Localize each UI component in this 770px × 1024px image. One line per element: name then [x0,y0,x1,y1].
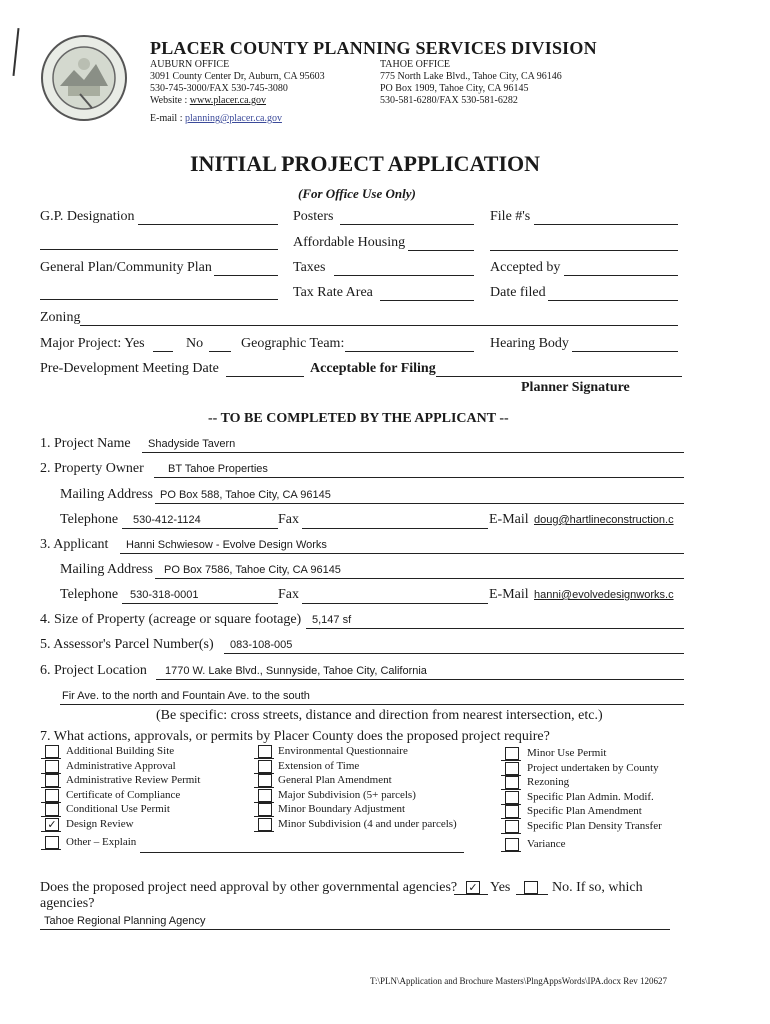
margin-mark [12,28,19,76]
major-project-no-field[interactable] [209,351,231,352]
pre-dev-field[interactable] [226,376,304,377]
location-value-2[interactable]: Fir Ave. to the north and Fountain Ave. to the south [62,690,310,702]
location-field-2[interactable] [60,704,684,705]
checkbox-label: General Plan Amendment [278,774,392,787]
gp-designation-field[interactable] [138,224,278,225]
checkbox-label: Administrative Review Permit [66,774,201,787]
other-explain-field[interactable] [140,852,464,853]
website-link[interactable]: www.placer.ca.gov [189,95,267,106]
applicant-mailing-label: Mailing Address [60,562,153,577]
footer-path: T:\PLN\Application and Brochure Masters\PlngAppsWords\IPA.docx Rev 120627 [370,976,667,986]
applicant-field[interactable] [120,553,684,554]
agencies-no-label: No. If so, which [552,880,643,895]
owner-mailing-label: Mailing Address [60,487,153,502]
checkbox[interactable] [258,760,272,773]
accepted-by-field[interactable] [564,275,678,276]
project-name-label: 1. Project Name [40,436,131,451]
checkbox[interactable] [45,760,59,773]
checkbox-label: Minor Boundary Adjustment [278,803,406,816]
project-name-field[interactable] [142,452,684,453]
applicant-email-value[interactable]: hanni@evolvedesignworks.c [534,589,674,601]
applicant-mailing-value[interactable]: PO Box 7586, Tahoe City, CA 96145 [164,564,341,576]
checkbox-label: Specific Plan Amendment [527,805,642,818]
location-field[interactable] [156,679,684,680]
owner-phone-value[interactable]: 530-412-1124 [133,514,201,526]
checkbox[interactable] [505,805,519,818]
location-label: 6. Project Location [40,663,147,678]
county-seal [40,34,128,122]
general-plan-label: General Plan/Community Plan [40,260,212,275]
agencies-answer-field[interactable] [40,929,670,930]
apn-label: 5. Assessor's Parcel Number(s) [40,637,214,652]
email-label: E-mail : [150,113,185,124]
checkbox[interactable] [258,789,272,802]
checkbox[interactable] [45,774,59,787]
applicant-label: 3. Applicant [40,537,109,552]
posters-label: Posters [293,209,334,224]
owner-phone-field[interactable] [122,528,278,529]
checkbox-label: Specific Plan Admin. Modif. [527,790,654,803]
checkbox[interactable] [45,745,59,758]
owner-mailing-field[interactable] [155,503,684,504]
location-hint: (Be specific: cross streets, distance and direction from nearest intersection, etc.) [156,708,603,723]
owner-mailing-value[interactable]: PO Box 588, Tahoe City, CA 96145 [160,489,331,501]
agencies-yes-label: Yes [490,880,511,895]
checkbox[interactable] [505,838,519,851]
checkbox[interactable]: ✓ [45,818,59,831]
checkbox-underline [41,849,61,850]
owner-email-label: E-Mail [489,512,529,527]
major-project-no-label: No [186,336,204,351]
checkbox-label: Specific Plan Density Transfer [527,820,662,832]
zoning-label: Zoning [40,310,81,325]
taxes-field[interactable] [334,275,474,276]
checkbox[interactable] [505,820,519,833]
applicant-fax-field[interactable] [302,603,488,604]
checkbox[interactable] [258,745,272,758]
file-no-label: File #'s [490,209,531,224]
owner-email-value[interactable]: doug@hartlineconstruction.c [534,514,674,526]
applicant-phone-label: Telephone [60,587,119,602]
agencies-yes-checkbox[interactable]: ✓ [466,881,480,894]
tax-rate-area-field[interactable] [380,300,474,301]
applicant-fax-label: Fax [278,587,299,602]
owner-phone-label: Telephone [60,512,119,527]
acceptable-for-filing-field[interactable] [436,376,682,377]
applicant-email-label: E-Mail [489,587,529,602]
major-project-label: Major Project: Yes [40,336,145,351]
division-title: PLACER COUNTY PLANNING SERVICES DIVISION [150,38,597,58]
checkbox-underline [501,833,521,834]
tahoe-phone: 530-581-6280/FAX 530-581-6282 [380,95,518,106]
accepted-by-label: Accepted by [490,260,561,275]
form-title: INITIAL PROJECT APPLICATION [190,151,541,176]
gp-designation-field-2[interactable] [40,249,278,250]
checkbox-label: Conditional Use Permit [66,803,170,816]
tahoe-address: 775 North Lake Blvd., Tahoe City, CA 96146 [380,71,562,82]
checkbox-label: Design Review [66,818,134,830]
zoning-field[interactable] [80,325,678,326]
agencies-question: Does the proposed project need approval by other governmental agencies? [40,880,458,895]
gp-designation-label: G.P. Designation [40,209,135,224]
applicant-phone-field[interactable] [122,603,278,604]
checkbox[interactable] [45,803,59,816]
agencies-label: agencies? [40,896,95,911]
checkbox-label: Minor Subdivision (4 and under parcels) [278,818,457,830]
auburn-office-label: AUBURN OFFICE [150,59,230,70]
file-no-field-2[interactable] [490,250,678,251]
checkbox-label: Other – Explain [66,836,137,848]
checkbox-label: Project undertaken by County [527,761,659,774]
geographic-team-field[interactable] [345,351,474,352]
checkbox-label: Administrative Approval [66,759,176,772]
planner-signature-label: Planner Signature [521,380,630,395]
checkbox-label: Certificate of Compliance [66,788,181,801]
owner-fax-field[interactable] [302,528,488,529]
auburn-email-row [150,113,282,124]
tax-rate-area-label: Tax Rate Area [293,285,373,300]
owner-value[interactable]: BT Tahoe Properties [168,463,268,475]
office-use-note: (For Office Use Only) [298,186,416,201]
owner-label: 2. Property Owner [40,461,144,476]
posters-field[interactable] [340,224,474,225]
location-value[interactable]: 1770 W. Lake Blvd., Sunnyside, Tahoe City, California [165,665,427,677]
size-field[interactable] [306,628,684,629]
tahoe-pobox: PO Box 1909, Tahoe City, CA 96145 [380,83,529,94]
affordable-housing-field[interactable] [408,250,474,251]
auburn-address: 3091 County Center Dr, Auburn, CA 95603 [150,71,325,82]
file-no-field[interactable] [534,224,678,225]
agencies-yes-line [454,894,488,895]
checkbox[interactable] [505,791,519,804]
agencies-no-checkbox[interactable] [524,881,538,894]
applicant-mailing-field[interactable] [155,578,684,579]
apn-field[interactable] [224,653,684,654]
agencies-answer[interactable]: Tahoe Regional Planning Agency [44,915,206,927]
pre-dev-label: Pre-Development Meeting Date [40,361,219,376]
checkbox-label: Minor Use Permit [527,747,607,759]
checkbox-label: Rezoning [527,776,570,789]
auburn-phone: 530-745-3000/FAX 530-745-3080 [150,83,288,94]
checkbox-label: Major Subdivision (5+ parcels) [278,788,416,801]
hearing-body-field[interactable] [572,351,678,352]
general-plan-field[interactable] [214,275,278,276]
owner-field[interactable] [154,477,684,478]
acceptable-for-filing-label: Acceptable for Filing [310,361,436,376]
taxes-label: Taxes [293,260,326,275]
checkbox-label: Extension of Time [278,759,360,772]
checkbox[interactable] [45,789,59,802]
checkbox-underline [501,851,521,852]
applicant-phone-value[interactable]: 530-318-0001 [130,589,199,601]
date-filed-field[interactable] [548,300,678,301]
applicant-heading: -- TO BE COMPLETED BY THE APPLICANT -- [208,411,509,426]
actions-label: 7. What actions, approvals, or permits by Placer County does the proposed project require? [40,729,550,744]
project-name-value[interactable]: Shadyside Tavern [148,438,236,450]
email-link[interactable]: planning@placer.ca.gov [185,113,282,124]
checkbox[interactable] [258,803,272,816]
checkbox[interactable] [505,747,519,760]
checkbox-label: Environmental Questionnaire [278,745,408,757]
checkbox-label: Additional Building Site [66,745,175,757]
hearing-body-label: Hearing Body [490,336,569,351]
checkbox-label: Variance [527,838,566,850]
agencies-no-line [516,894,548,895]
website-label: Website : [150,95,190,106]
size-label: 4. Size of Property (acreage or square footage) [40,612,302,627]
applicant-value[interactable]: Hanni Schwiesow - Evolve Design Works [126,539,327,551]
date-filed-label: Date filed [490,285,546,300]
checkbox-underline [254,831,274,832]
tahoe-office-label: TAHOE OFFICE [380,59,451,70]
geographic-team-label: Geographic Team: [241,336,345,351]
checkbox-underline [41,831,61,832]
checkbox[interactable] [258,818,272,831]
checkbox[interactable] [505,762,519,775]
checkbox[interactable] [45,836,59,849]
apn-value[interactable]: 083-108-005 [230,639,293,651]
auburn-website-row [150,95,266,106]
checkbox[interactable] [258,774,272,787]
general-plan-field-2[interactable] [40,299,278,300]
checkbox[interactable] [505,776,519,789]
size-value[interactable]: 5,147 sf [312,614,352,626]
affordable-housing-label: Affordable Housing [293,235,406,250]
owner-fax-label: Fax [278,512,299,527]
major-project-yes-field[interactable] [153,351,173,352]
